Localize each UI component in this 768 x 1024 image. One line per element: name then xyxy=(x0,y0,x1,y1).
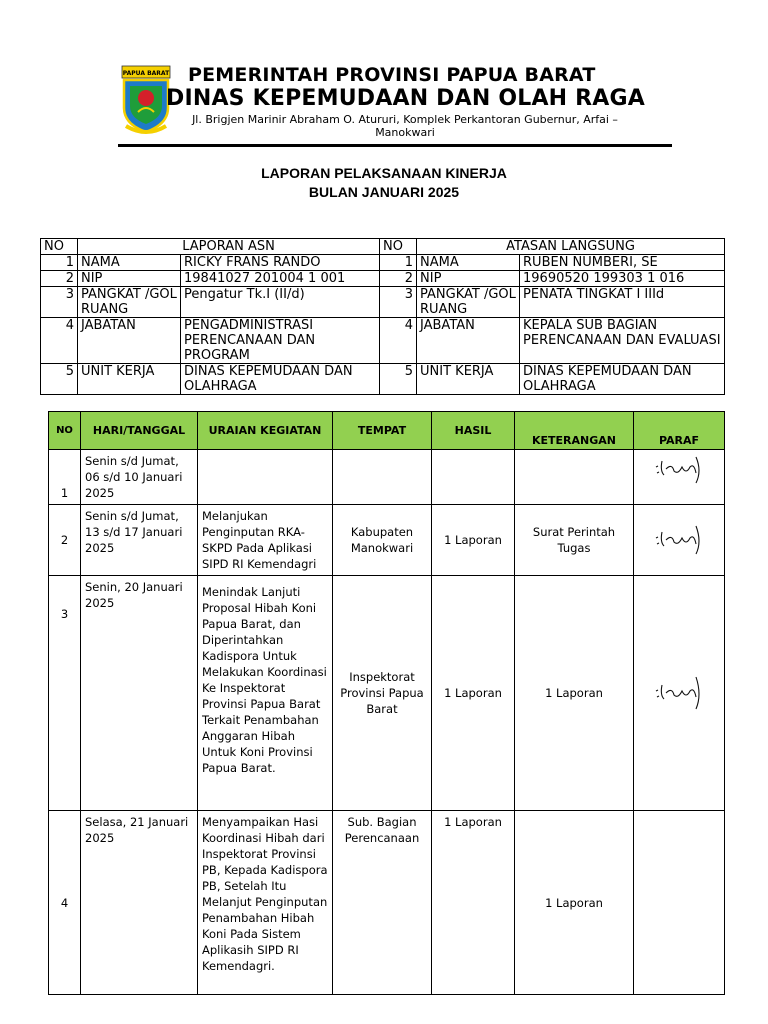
row-sign xyxy=(634,505,725,576)
info-no: 1 xyxy=(380,255,417,271)
signature-icon xyxy=(652,522,706,558)
row-date: Senin s/d Jumat, 06 s/d 10 Januari 2025 xyxy=(81,450,198,505)
row-result: 1 Laporan xyxy=(432,505,515,576)
signature-icon xyxy=(652,453,706,487)
row-note: 1 Laporan xyxy=(515,576,634,811)
info-label: NIP xyxy=(417,271,520,287)
info-row xyxy=(41,255,725,271)
department-title: DINAS KEPEMUDAAN DAN OLAH RAGA xyxy=(166,86,645,111)
asn-value: RICKY FRANS RANDO xyxy=(181,255,380,271)
info-label: PANGKAT /GOL RUANG xyxy=(78,287,181,318)
row-no: 2 xyxy=(49,505,81,576)
row-note xyxy=(515,450,634,505)
activity-header-row xyxy=(49,412,725,450)
col-place-header: TEMPAT xyxy=(333,412,432,450)
row-date: Senin, 20 Januari 2025 xyxy=(81,576,198,811)
col-note-header: KETERANGAN xyxy=(515,412,634,450)
row-sign xyxy=(634,811,725,995)
info-no: 5 xyxy=(41,364,78,395)
info-row xyxy=(41,364,725,395)
info-no: 3 xyxy=(41,287,78,318)
col-sign-header: PARAF xyxy=(634,412,725,450)
asn-value: 19841027 201004 1 001 xyxy=(181,271,380,287)
info-label: UNIT KERJA xyxy=(417,364,520,395)
info-header-row xyxy=(41,239,725,255)
table-row xyxy=(49,505,725,576)
asn-header: LAPORAN ASN xyxy=(78,239,380,255)
signature-icon xyxy=(652,673,706,713)
row-place: Sub. Bagian Perencanaan xyxy=(333,811,432,995)
row-note: 1 Laporan xyxy=(515,811,634,995)
info-no: 2 xyxy=(380,271,417,287)
row-place: Inspektorat Provinsi Papua Barat xyxy=(333,576,432,811)
government-title: PEMERINTAH PROVINSI PAPUA BARAT xyxy=(188,64,596,86)
info-no: 4 xyxy=(41,318,78,364)
report-period: BULAN JANUARI 2025 xyxy=(308,184,460,200)
info-label: UNIT KERJA xyxy=(78,364,181,395)
info-label: NIP xyxy=(78,271,181,287)
asn-value: Pengatur Tk.I (II/d) xyxy=(181,287,380,318)
address: Jl. Brigjen Marinir Abraham O. Atururi, Komplek Perkantoran Gubernur, Arfai – Manokwari xyxy=(192,113,618,139)
info-label: JABATAN xyxy=(417,318,520,364)
col-result-header: HASIL xyxy=(432,412,515,450)
header-divider xyxy=(118,144,672,147)
row-desc: Menyampaikan Hasi Koordinasi Hibah dari Inspektorat Provinsi PB, Kepada Kadispora PB, Setelah Itu Melanjut Penginputan Penambahan Hibah Koni Pada Sistem Aplikasih SIPD RI Kemendagri. xyxy=(198,811,333,995)
row-desc xyxy=(198,450,333,505)
info-no: 2 xyxy=(41,271,78,287)
row-no: 1 xyxy=(49,450,81,505)
row-no: 3 xyxy=(49,576,81,811)
info-row xyxy=(41,287,725,318)
info-label: NAMA xyxy=(78,255,181,271)
row-place xyxy=(333,450,432,505)
row-desc: Melanjukan Penginputan RKA-SKPD Pada Aplikasi SIPD RI Kemendagri xyxy=(198,505,333,576)
row-place: Kabupaten Manokwari xyxy=(333,505,432,576)
row-sign xyxy=(634,450,725,505)
info-label: JABATAN xyxy=(78,318,181,364)
info-no-header: NO xyxy=(41,239,78,255)
info-label: NAMA xyxy=(417,255,520,271)
row-sign xyxy=(634,576,725,811)
info-no-header: NO xyxy=(380,239,417,255)
table-row xyxy=(49,811,725,995)
row-no: 4 xyxy=(49,811,81,995)
asn-value: PENGADMINISTRASI PERENCANAAN DAN PROGRAM xyxy=(181,318,380,364)
row-note: Surat Perintah Tugas xyxy=(515,505,634,576)
supervisor-header: ATASAN LANGSUNG xyxy=(417,239,725,255)
row-date: Senin s/d Jumat, 13 s/d 17 Januari 2025 xyxy=(81,505,198,576)
col-no-header: NO xyxy=(49,412,81,450)
asn-value: DINAS KEPEMUDAAN DAN OLAHRAGA xyxy=(181,364,380,395)
row-result xyxy=(432,450,515,505)
activity-table xyxy=(48,411,725,995)
supervisor-value: DINAS KEPEMUDAAN DAN OLAHRAGA xyxy=(520,364,725,395)
supervisor-value: KEPALA SUB BAGIAN PERENCANAAN DAN EVALUASI xyxy=(520,318,725,364)
employee-info-table xyxy=(40,238,725,395)
col-date-header: HARI/TANGGAL xyxy=(81,412,198,450)
info-row xyxy=(41,318,725,364)
supervisor-value: RUBEN NUMBERI, SE xyxy=(520,255,725,271)
info-no: 1 xyxy=(41,255,78,271)
col-desc-header: URAIAN KEGIATAN xyxy=(198,412,333,450)
info-row xyxy=(41,271,725,287)
report-title: LAPORAN PELAKSANAAN KINERJA xyxy=(261,165,507,181)
row-desc: Menindak Lanjuti Proposal Hibah Koni Papua Barat, dan Diperintahkan Kadispora Untuk Melakukan Koordinasi Ke Inspektorat Provinsi Papua Barat Terkait Penambahan Anggaran Hibah Untuk Koni Provinsi Papua Barat. xyxy=(198,576,333,811)
table-row xyxy=(49,576,725,811)
info-no: 5 xyxy=(380,364,417,395)
table-row xyxy=(49,450,725,505)
supervisor-value: 19690520 199303 1 016 xyxy=(520,271,725,287)
row-result: 1 Laporan xyxy=(432,576,515,811)
info-label: PANGKAT /GOL RUANG xyxy=(417,287,520,318)
logo-label: PAPUA BARAT xyxy=(122,70,170,77)
supervisor-value: PENATA TINGKAT I IIId xyxy=(520,287,725,318)
row-result: 1 Laporan xyxy=(432,811,515,995)
info-no: 3 xyxy=(380,287,417,318)
info-no: 4 xyxy=(380,318,417,364)
row-date: Selasa, 21 Januari 2025 xyxy=(81,811,198,995)
